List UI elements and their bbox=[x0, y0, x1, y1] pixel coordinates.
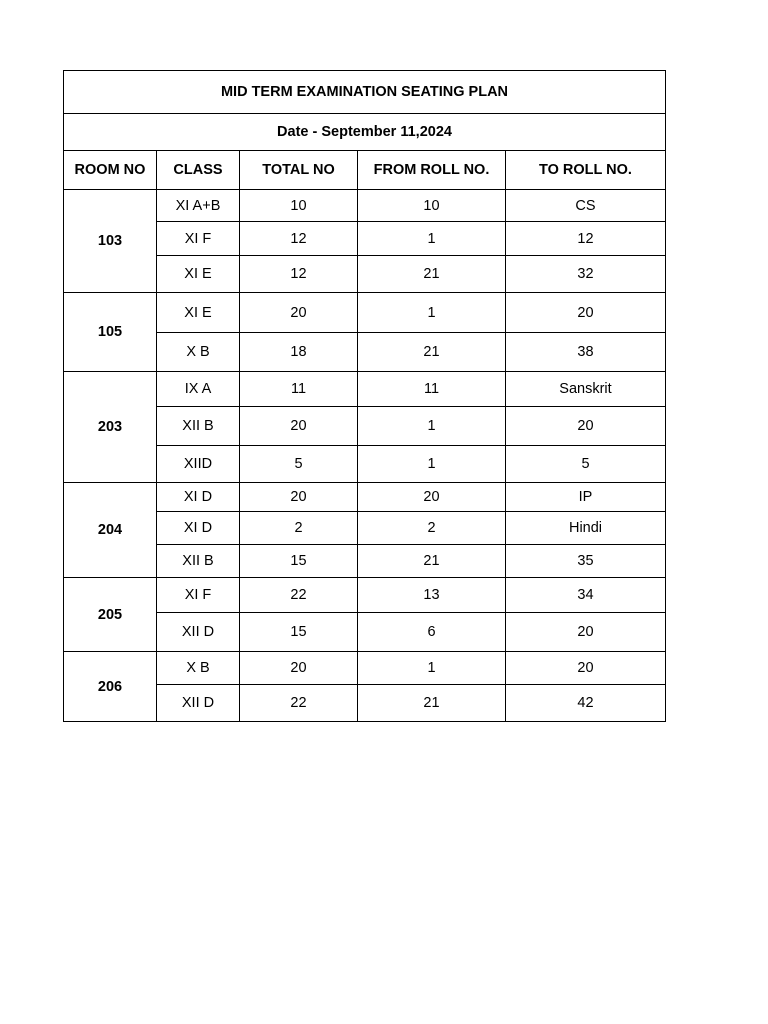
date-row bbox=[64, 114, 666, 151]
room-number-cell: 103 bbox=[64, 190, 157, 293]
room-number-cell: 206 bbox=[64, 652, 157, 722]
to-roll-cell: CS bbox=[506, 190, 666, 222]
room-number-cell: 105 bbox=[64, 293, 157, 372]
to-roll-cell: 20 bbox=[506, 652, 666, 685]
class-cell: XI E bbox=[157, 293, 240, 333]
class-cell: XI F bbox=[157, 222, 240, 256]
room-number-cell: 205 bbox=[64, 578, 157, 652]
from-roll-cell: 1 bbox=[358, 652, 506, 685]
from-roll-cell: 21 bbox=[358, 545, 506, 578]
to-roll-cell: IP bbox=[506, 483, 666, 512]
to-roll-cell: 42 bbox=[506, 685, 666, 722]
total-cell: 20 bbox=[240, 407, 358, 446]
from-roll-cell: 20 bbox=[358, 483, 506, 512]
to-roll-cell: 5 bbox=[506, 446, 666, 483]
from-roll-cell: 1 bbox=[358, 446, 506, 483]
total-cell: 20 bbox=[240, 483, 358, 512]
title-row bbox=[64, 71, 666, 114]
total-cell: 2 bbox=[240, 512, 358, 545]
from-roll-cell: 13 bbox=[358, 578, 506, 613]
class-cell: XII D bbox=[157, 613, 240, 652]
total-cell: 15 bbox=[240, 545, 358, 578]
header-class: CLASS bbox=[157, 151, 240, 190]
class-cell: XI D bbox=[157, 483, 240, 512]
from-roll-cell: 1 bbox=[358, 293, 506, 333]
to-roll-cell: 38 bbox=[506, 333, 666, 372]
class-cell: XI E bbox=[157, 256, 240, 293]
total-cell: 15 bbox=[240, 613, 358, 652]
to-roll-cell: 34 bbox=[506, 578, 666, 613]
plan-title: MID TERM EXAMINATION SEATING PLAN bbox=[64, 71, 666, 114]
from-roll-cell: 11 bbox=[358, 372, 506, 407]
room-number-cell: 204 bbox=[64, 483, 157, 578]
class-cell: X B bbox=[157, 333, 240, 372]
total-cell: 20 bbox=[240, 293, 358, 333]
total-cell: 20 bbox=[240, 652, 358, 685]
to-roll-cell: 20 bbox=[506, 293, 666, 333]
to-roll-cell: 35 bbox=[506, 545, 666, 578]
class-cell: XI A+B bbox=[157, 190, 240, 222]
table-row bbox=[64, 483, 666, 512]
from-roll-cell: 6 bbox=[358, 613, 506, 652]
class-cell: X B bbox=[157, 652, 240, 685]
total-cell: 22 bbox=[240, 685, 358, 722]
to-roll-cell: 12 bbox=[506, 222, 666, 256]
header-row bbox=[64, 151, 666, 190]
header-room-no: ROOM NO bbox=[64, 151, 157, 190]
to-roll-cell: Sanskrit bbox=[506, 372, 666, 407]
total-cell: 11 bbox=[240, 372, 358, 407]
total-cell: 5 bbox=[240, 446, 358, 483]
header-total-no: TOTAL NO bbox=[240, 151, 358, 190]
class-cell: XII B bbox=[157, 545, 240, 578]
class-cell: XII B bbox=[157, 407, 240, 446]
from-roll-cell: 10 bbox=[358, 190, 506, 222]
seating-plan-body bbox=[64, 71, 666, 722]
to-roll-cell: 20 bbox=[506, 407, 666, 446]
total-cell: 22 bbox=[240, 578, 358, 613]
from-roll-cell: 1 bbox=[358, 407, 506, 446]
table-row bbox=[64, 652, 666, 685]
to-roll-cell: 32 bbox=[506, 256, 666, 293]
total-cell: 12 bbox=[240, 256, 358, 293]
from-roll-cell: 2 bbox=[358, 512, 506, 545]
exam-date: Date - September 11,2024 bbox=[64, 114, 666, 151]
total-cell: 18 bbox=[240, 333, 358, 372]
from-roll-cell: 21 bbox=[358, 685, 506, 722]
total-cell: 12 bbox=[240, 222, 358, 256]
from-roll-cell: 1 bbox=[358, 222, 506, 256]
header-to-roll: TO ROLL NO. bbox=[506, 151, 666, 190]
to-roll-cell: Hindi bbox=[506, 512, 666, 545]
total-cell: 10 bbox=[240, 190, 358, 222]
header-from-roll: FROM ROLL NO. bbox=[358, 151, 506, 190]
table-row bbox=[64, 578, 666, 613]
from-roll-cell: 21 bbox=[358, 333, 506, 372]
class-cell: XI F bbox=[157, 578, 240, 613]
table-row bbox=[64, 293, 666, 333]
table-row bbox=[64, 372, 666, 407]
room-number-cell: 203 bbox=[64, 372, 157, 483]
class-cell: IX A bbox=[157, 372, 240, 407]
to-roll-cell: 20 bbox=[506, 613, 666, 652]
class-cell: XII D bbox=[157, 685, 240, 722]
class-cell: XIID bbox=[157, 446, 240, 483]
from-roll-cell: 21 bbox=[358, 256, 506, 293]
seating-plan-table bbox=[63, 70, 666, 722]
class-cell: XI D bbox=[157, 512, 240, 545]
table-row bbox=[64, 190, 666, 222]
